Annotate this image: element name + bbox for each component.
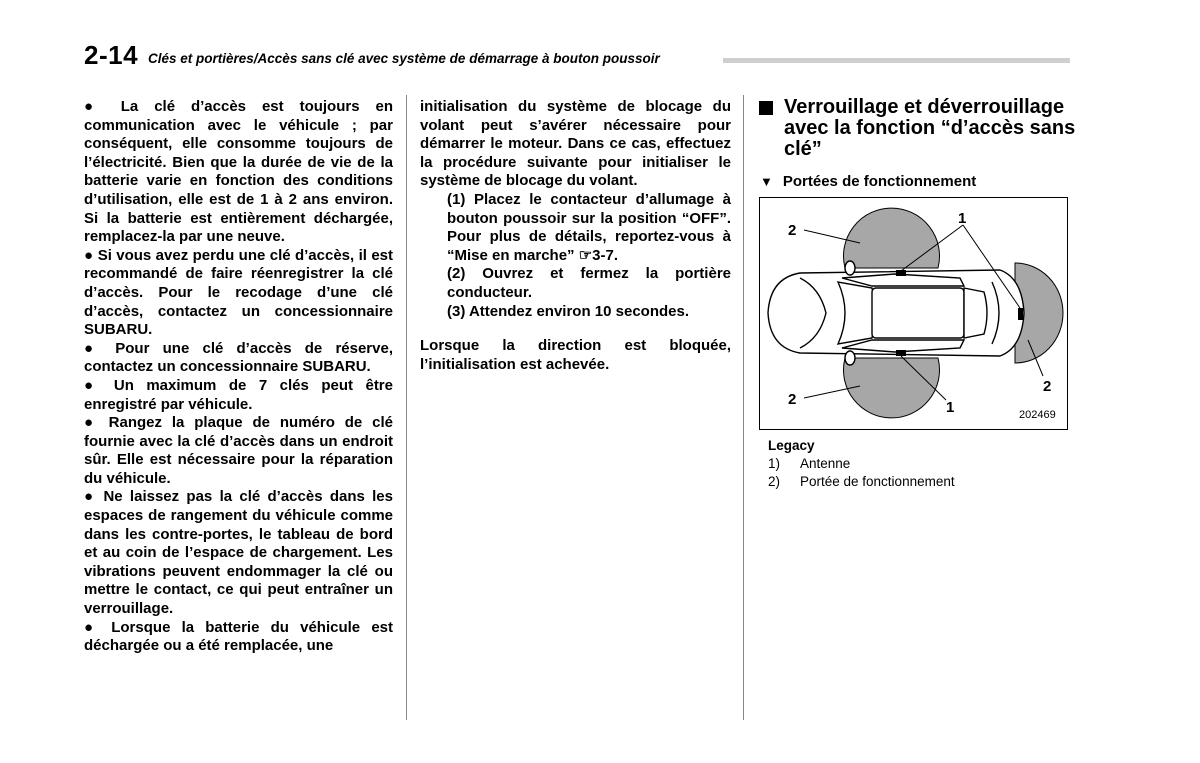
caption-item-text: Antenne xyxy=(800,456,851,471)
figure-label: 1 xyxy=(958,210,967,227)
subheading xyxy=(760,173,976,190)
caption-item-number: 2) xyxy=(768,474,781,489)
section-marker-icon xyxy=(759,101,773,115)
page-number: 2-14 xyxy=(84,40,139,70)
triangle-down-icon: ▼ xyxy=(760,174,773,189)
caption-item-number: 1) xyxy=(768,456,781,471)
figure-label: 2 xyxy=(788,222,797,239)
bullet-paragraph: ● Pour une clé d’accès de réserve, contactez un concessionnaire SUBARU. xyxy=(84,339,393,376)
section-heading: Verrouillage et déverrouillage avec la fonction “d’accès sans clé” xyxy=(784,96,1076,160)
caption-item-text: Portée de fonctionnement xyxy=(800,474,955,489)
figure-code: 202469 xyxy=(1019,409,1056,421)
bullet-paragraph: ● Un maximum de 7 clés peut être enregistré par véhicule. xyxy=(84,376,393,413)
caption-title: Legacy xyxy=(768,438,815,453)
antenna-bottom-icon xyxy=(896,350,906,356)
caption-item xyxy=(768,455,955,473)
car-diagram-figure xyxy=(759,197,1068,430)
bullet-paragraph: ● La clé d’accès est toujours en communication avec le véhicule ; par conséquent, elle consomme toujours de l’électricité. Bien que la durée de vie de la batterie varie en fonction des conditions d’utilisation, elle est de 1 à 2 ans environ. Si la batterie est entièrement déchargée, remplacez-la par une neuve. xyxy=(84,98,393,246)
car-top-view-diagram xyxy=(760,198,1067,429)
bullet-paragraph: ● Ne laissez pas la clé d’accès dans les espaces de rangement du véhicule comme dans les contre-portes, le tableau de bord et au coin de l’espace de chargement. Les vibrations peuvent endommager la clé ou mettre le contact, ce qui peut entraîner un verrouillage. xyxy=(84,488,393,618)
procedure-step: (3) Attendez environ 10 secondes. xyxy=(447,302,690,320)
bullet-paragraph: ● Rangez la plaque de numéro de clé fournie avec la clé d’accès dans un endroit sûr. Elle est nécessaire pour la réparation du véhicule. xyxy=(84,414,393,487)
conclusion-paragraph: Lorsque la direction est bloquée, l’initialisation est achevée. xyxy=(420,337,731,373)
column-divider xyxy=(743,95,744,720)
figure-label: 2 xyxy=(788,391,797,408)
figure-caption xyxy=(768,437,955,491)
antenna-rear-icon xyxy=(1018,308,1023,320)
range-zone-front-door-bottom xyxy=(844,358,940,418)
caption-item xyxy=(768,473,955,491)
procedure-step: (1) Placez le contacteur d’allumage à bouton poussoir sur la position “OFF”. Pour plus de détails, reportez-vous à “Mise en marche” ☞3-7. xyxy=(447,190,731,264)
range-zone-front-door-top xyxy=(844,208,940,268)
intro-paragraph: initialisation du système de blocage du volant peut s’avérer nécessaire pour démarrer le moteur. Dans ce cas, effectuez la procédure suivante pour initialiser le système de blocage du volant. xyxy=(420,98,731,190)
column-divider xyxy=(406,95,407,720)
car-outline xyxy=(768,261,1024,365)
figure-label: 2 xyxy=(1043,378,1052,395)
column-2 xyxy=(420,98,731,374)
procedure-step: (2) Ouvrez et fermez la portière conducteur. xyxy=(447,265,731,301)
subheading-label: Portées de fonctionnement xyxy=(782,173,977,190)
chapter-title: Clés et portières/Accès sans clé avec système de démarrage à bouton poussoir xyxy=(148,51,660,66)
column-1 xyxy=(84,98,393,656)
bullet-paragraph: ● Si vous avez perdu une clé d’accès, il est recommandé de faire réenregistrer la clé d’accès. Pour le recodage d’une clé d’accès, contactez un concessionnaire SUBARU. xyxy=(84,246,393,339)
figure-label: 1 xyxy=(946,399,955,416)
bullet-paragraph: ● Lorsque la batterie du véhicule est déchargée ou a été remplacée, une xyxy=(84,618,393,655)
